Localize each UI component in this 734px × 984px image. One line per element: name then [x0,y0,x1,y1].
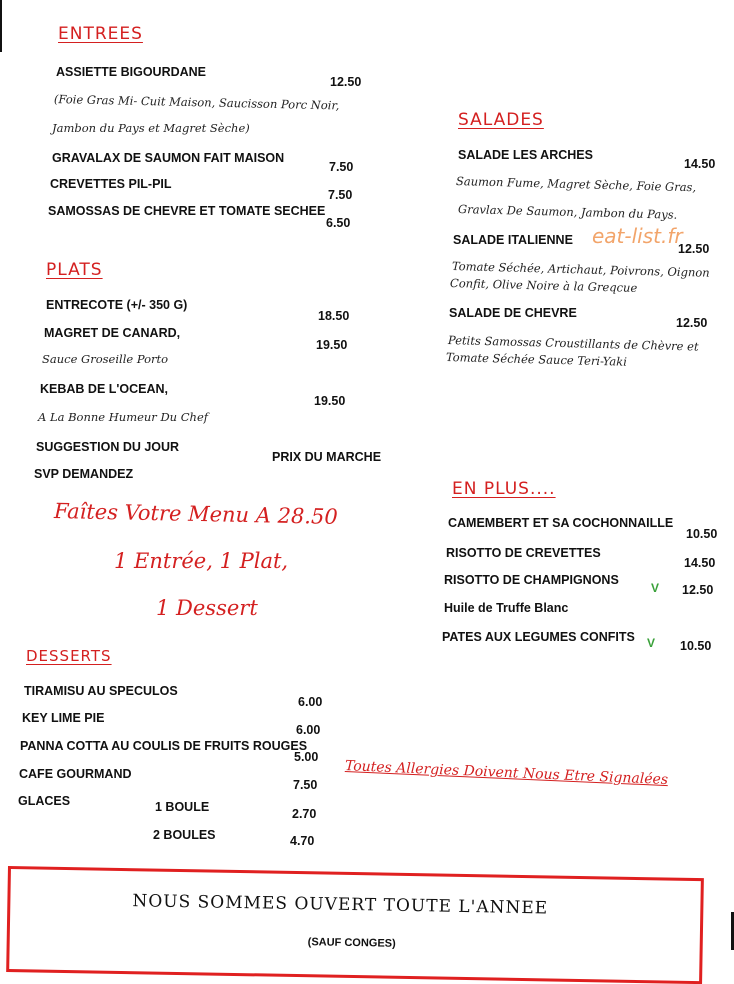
entree-price: 6.50 [326,216,351,230]
menu-offer-line: 1 Dessert [156,596,258,620]
ice-cream-price: 2.70 [292,807,317,821]
entree-description: (Foie Gras Mi- Cuit Maison, Saucisson Porc Noir, [53,92,340,113]
dessert-price: 7.50 [293,778,318,792]
en-plus-heading: EN PLUS.... [452,479,556,499]
salade-description: Saumon Fume, Magret Sèche, Foie Gras, [455,174,697,195]
extra-price: 10.50 [686,527,718,541]
extra-price: 12.50 [682,583,714,597]
entree-name: ASSIETTE BIGOURDANE [56,65,207,79]
salade-price: 12.50 [676,316,708,330]
vegetarian-mark: V [647,636,656,650]
plat-note: SVP DEMANDEZ [34,467,134,481]
plat-name: KEBAB DE L'OCEAN, [40,382,168,396]
allergy-notice: Toutes Allergies Doivent Nous Etre Signalées [344,758,669,789]
entrees-heading: ENTREES [58,24,143,44]
salade-price: 12.50 [678,242,710,256]
market-price: PRIX DU MARCHE [272,450,382,464]
scan-edge-top-left [0,0,2,52]
plat-name: MAGRET DE CANARD, [44,326,181,340]
salade-description: Petits Samossas Croustillants de Chèvre et [447,333,699,354]
salade-description: Tomate Séchée Sauce Teri-Yaki [445,350,628,369]
entree-name: CREVETTES PIL-PIL [50,177,172,191]
dessert-price: 5.00 [294,750,319,764]
salade-description: Gravlax De Saumon, Jambon du Pays. [457,202,678,222]
vegetarian-mark: V [651,581,660,595]
entree-price: 7.50 [328,188,353,202]
extra-price: 14.50 [684,556,716,570]
extra-name: CAMEMBERT ET SA COCHONNAILLE [448,516,674,530]
salade-price: 14.50 [684,157,716,171]
entree-name: GRAVALAX DE SAUMON FAIT MAISON [52,151,285,165]
plats-heading: PLATS [46,260,103,280]
watermark: eat-list.fr [592,224,683,248]
salade-name: SALADE ITALIENNE [453,233,573,247]
entree-price: 12.50 [330,75,362,89]
dessert-price: 6.00 [296,723,321,737]
dessert-name: KEY LIME PIE [22,711,105,725]
ice-cream-option: 1 BOULE [155,800,210,814]
plat-price: 19.50 [314,394,346,408]
salade-description: Tomate Séchée, Artichaut, Poivrons, Oignon [451,259,710,280]
dessert-name: TIRAMISU AU SPECULOS [24,684,178,698]
menu-offer-line: Faîtes Votre Menu A 28.50 [53,499,338,529]
opening-notice-subtitle: (SAUF CONGES) [307,936,396,950]
ice-cream-option: 2 BOULES [153,828,216,842]
entree-description: Jambon du Pays et Magret Sèche) [52,121,250,135]
extra-price: 10.50 [680,639,712,653]
plat-description: Sauce Groseille Porto [42,352,169,366]
salade-name: SALADE DE CHEVRE [449,306,577,320]
dessert-name: PANNA COTTA AU COULIS DE FRUITS ROUGES [20,739,308,753]
plat-name: ENTRECOTE (+/- 350 G) [46,298,188,312]
entree-price: 7.50 [329,160,354,174]
extra-name: Huile de Truffe Blanc [444,601,569,615]
opening-notice-title: NOUS SOMMES OUVERT TOUTE L'ANNEE [132,891,549,919]
plat-price: 19.50 [316,338,348,352]
extra-name: RISOTTO DE CREVETTES [446,546,601,560]
dessert-name: GLACES [18,794,71,808]
menu-offer-line: 1 Entrée, 1 Plat, [114,549,289,573]
salade-description: Confit, Olive Noire à la Greqcue [449,276,638,295]
extra-name: RISOTTO DE CHAMPIGNONS [444,573,619,587]
dessert-price: 6.00 [298,695,323,709]
ice-cream-price: 4.70 [290,834,315,848]
extra-name: PATES AUX LEGUMES CONFITS [442,630,635,644]
plat-name: SUGGESTION DU JOUR [36,440,180,454]
entree-name: SAMOSSAS DE CHEVRE ET TOMATE SECHEE [48,204,326,218]
salade-name: SALADE LES ARCHES [458,148,593,162]
plat-description: A La Bonne Humeur Du Chef [38,410,209,424]
salades-heading: SALADES [458,110,544,130]
dessert-name: CAFE GOURMAND [19,767,132,781]
opening-notice-box [6,866,704,984]
plat-price: 18.50 [318,309,350,323]
desserts-heading: DESSERTS [26,647,112,665]
